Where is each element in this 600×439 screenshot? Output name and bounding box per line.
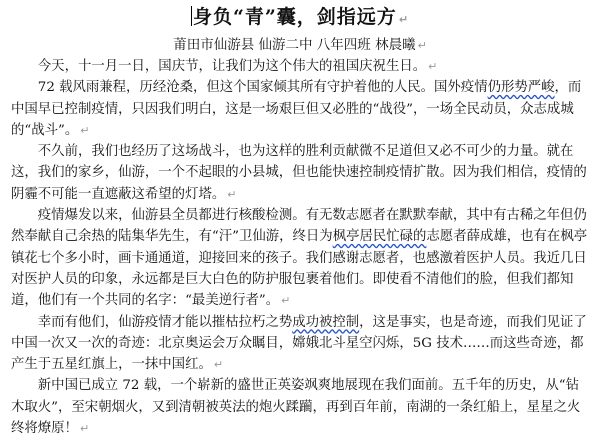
paragraph-text: 新中国已成立 72 载，一个崭新的盛世正英姿飒爽地展现在我们面前。五千年的历史，从“钻木取火”，至宋朝烟火，又到清朝被英法的炮火蹂躏，再到百年前，南湖的一条红船上，星星之火终将燎原！ <box>11 378 581 437</box>
paragraph-text: 志愿者薛成雄，也有在枫亭镇花七个多小时，画卡通通道，迎接回来的孩子。我们感谢志愿者，也感激着医护人员。我近几日对医护人员的印象，永远都是巨大白色的防护服包裹着他们。即使看不清他们的脸，但我们都知道，他们有一个共同的名字：“最美逆行者”。 <box>11 229 588 309</box>
grammar-flagged-text[interactable]: 仍形势严峻 <box>487 80 555 96</box>
paragraph-mark-icon: ↵ <box>417 39 427 52</box>
paragraph <box>11 312 591 376</box>
paragraph-mark-icon: ↵ <box>428 60 438 73</box>
paragraph-mark-icon: ↵ <box>227 187 237 201</box>
document-body <box>11 56 591 439</box>
paragraph-mark-icon: ↵ <box>213 358 224 372</box>
paragraph <box>11 77 591 141</box>
author-byline: 莆田市仙游县 仙游二中 八年四班 林晨曦 <box>173 37 416 53</box>
paragraph-mark-icon: ↵ <box>281 294 291 308</box>
paragraph-text: ，而中国早已控制疫情，只因我们明白，这是一场艰巨但又必胜的“战役”，一场全民动员，众志成城的“战斗”。 <box>11 80 582 138</box>
text-cursor <box>191 6 192 26</box>
paragraph <box>11 205 591 311</box>
author-byline-line <box>0 36 600 55</box>
paragraph-text: 今天，十一月一日，国庆节，让我们为这个伟大的祖国庆祝生日。 <box>37 59 427 74</box>
document-title: 身负“青”囊，剑指远方 <box>192 6 397 28</box>
document-title-line <box>0 4 600 33</box>
paragraph-mark-icon: ↵ <box>398 13 410 26</box>
paragraph <box>11 375 591 439</box>
paragraph-text: 72 载风雨兼程，历经沧桑，但这个国家倾其所有守护着他的人民。国外疫情 <box>37 80 488 96</box>
paragraph-text: ，这是事实，也是奇迹，而我们见证了中国一次又一次的奇迹：北京奥运会万众瞩目，嫦娥北斗星空闪烁，5G 技术……而这些奇迹，都产生于五星红旗上，一抹中国红。 <box>11 314 587 373</box>
grammar-flagged-text[interactable]: 枫亭居民忙碌的 <box>332 229 427 245</box>
paragraph-text: 不久前，我们也经历了这场战斗，也为这样的胜利贡献微不足道但又必不可少的力量。就在这，我们的家乡，仙游，一个不起眼的小县城，但也能快速控制疫情扩散。因为我们相信，疫情的阴霾不可能一直遮蔽这希望的灯塔。 <box>11 144 587 202</box>
grammar-flagged-text[interactable]: 成功被控制 <box>292 314 360 330</box>
paragraph-mark-icon: ↵ <box>79 422 90 436</box>
paragraph-text: 疫情爆发以来，仙游县全员都进行核酸检测。有无数志愿者在默默奉献，其中有古稀之年但仍然奉献自己余热的陆集华先生，有“汗”卫仙游，终日为 <box>11 208 587 245</box>
paragraph <box>11 141 591 205</box>
paragraph <box>11 56 591 77</box>
paragraph-text: 幸而有他们，仙游疫情才能以摧枯拉朽之势 <box>37 314 293 330</box>
paragraph-mark-icon: ↵ <box>80 123 90 137</box>
